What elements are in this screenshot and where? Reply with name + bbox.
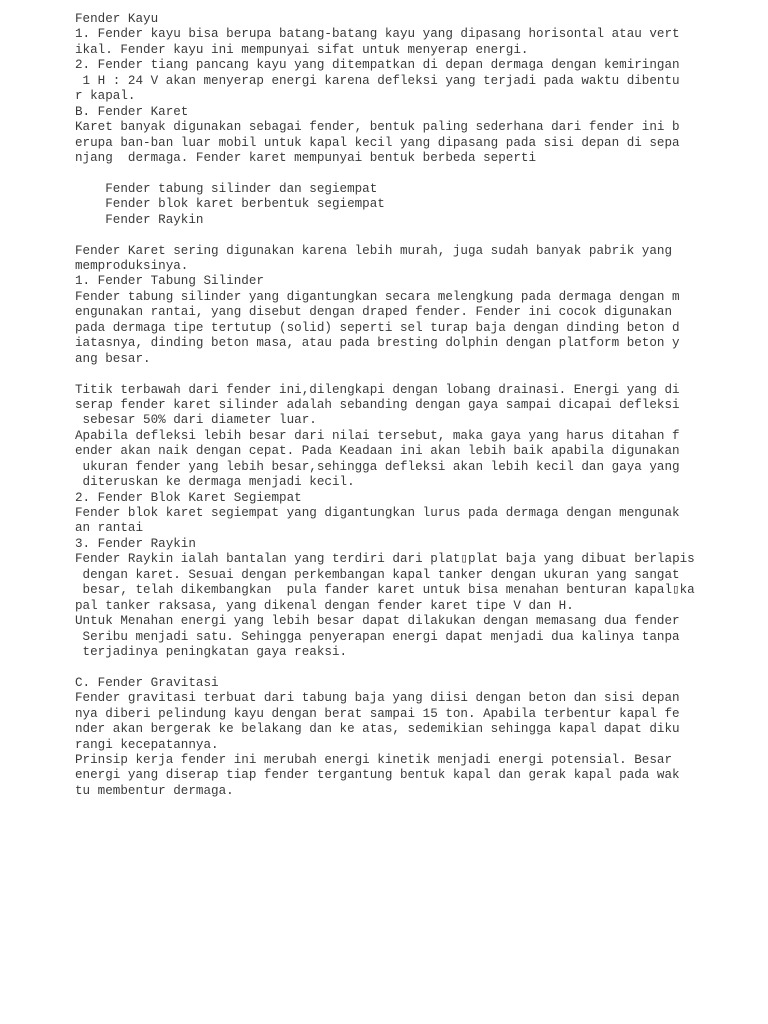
text-line: Fender tabung silinder dan segiempat [75,181,378,196]
text-line: besar, telah dikembangkan pula fander karet untuk bisa menahan benturan kapal▯ka [75,583,695,598]
text-line: 1. Fender kayu bisa berupa batang-batang kayu yang dipasang horisontal atau vert [75,27,680,42]
text-line: 2. Fender Blok Karet Segiempat [75,490,302,505]
text-line: pal tanker raksasa, yang dikenal dengan fender karet tipe V dan H. [75,598,574,613]
text-line: memproduksinya. [75,259,189,273]
text-line: rangi kecepatannya. [75,737,219,752]
text-line: Seribu menjadi satu. Sehingga penyerapan energi dapat menjadi dua kalinya tanpa [75,629,680,644]
text-line: energi yang diserap tiap fender tergantung bentuk kapal dan gerak kapal pada wak [75,768,680,783]
text-line: serap fender karet silinder adalah sebanding dengan gaya sampai dicapai defleksi [75,397,680,412]
text-line: diteruskan ke dermaga menjadi kecil. [75,475,355,490]
text-line: nya diberi pelindung kayu dengan berat sampai 15 ton. Apabila terbentur kapal fe [75,706,680,721]
text-line: njang dermaga. Fender karet mempunyai bentuk berbeda seperti [75,150,537,165]
text-line: B. Fender Karet [75,104,189,119]
text-line: 3. Fender Raykin [75,536,196,551]
text-line: Untuk Menahan energi yang lebih besar dapat dilakukan dengan memasang dua fender [75,614,680,629]
text-line: erupa ban-ban luar mobil untuk kapal kecil yang dipasang pada sisi depan di sepa [75,135,680,150]
text-line: nder akan bergerak ke belakang dan ke atas, sedemikian sehingga kapal dapat diku [75,722,680,737]
text-line [75,228,755,243]
text-line: an rantai [75,521,144,536]
text-line [75,367,755,382]
text-line [75,166,755,181]
text-line: pada dermaga tipe tertutup (solid) seperti sel turap baja dengan dinding beton d [75,320,680,335]
text-line: ukuran fender yang lebih besar,sehingga defleksi akan lebih kecil dan gaya yang [75,459,680,474]
text-line: Karet banyak digunakan sebagai fender, bentuk paling sederhana dari fender ini b [75,120,680,135]
text-line: Fender blok karet berbentuk segiempat [75,197,385,212]
text-line: C. Fender Gravitasi [75,675,219,690]
text-line: Fender Raykin [75,212,204,227]
text-line: Fender gravitasi terbuat dari tabung baja yang diisi dengan beton dan sisi depan [75,691,680,706]
text-line: ikal. Fender kayu ini mempunyai sifat untuk menyerap energi. [75,42,529,57]
text-line: Fender blok karet segiempat yang digantungkan lurus pada dermaga dengan mengunak [75,506,680,520]
text-line: sebesar 50% dari diameter luar. [75,413,317,428]
text-line: r kapal. [75,89,136,104]
text-line: ang besar. [75,351,151,366]
text-line: 2. Fender tiang pancang kayu yang ditempatkan di depan dermaga dengan kemiringan [75,58,680,73]
text-line: terjadinya peningkatan gaya reaksi. [75,644,348,659]
text-line: Fender Raykin ialah bantalan yang terdiri dari plat▯plat baja yang dibuat berlapis [75,552,695,567]
text-line: Fender tabung silinder yang digantungkan secara melengkung pada dermaga dengan m [75,289,680,304]
text-line: Titik terbawah dari fender ini,dilengkapi dengan lobang drainasi. Energi yang di [75,382,680,397]
text-line: engunakan rantai, yang disebut dengan draped fender. Fender ini cocok digunakan [75,305,673,320]
text-line: ender akan naik dengan cepat. Pada Keadaan ini akan lebih baik apabila digunakan [75,444,680,459]
document-body [75,12,755,799]
text-line: Apabila defleksi lebih besar dari nilai tersebut, maka gaya yang harus ditahan f [75,428,680,443]
text-line: Fender Kayu [75,12,159,26]
text-line: iatasnya, dinding beton masa, atau pada bresting dolphin dengan platform beton y [75,336,680,351]
text-line: dengan karet. Sesuai dengan perkembangan kapal tanker dengan ukuran yang sangat [75,567,680,582]
text-line: 1 H : 24 V akan menyerap energi karena defleksi yang terjadi pada waktu dibentu [75,73,680,88]
text-line: 1. Fender Tabung Silinder [75,274,264,289]
text-line: Prinsip kerja fender ini merubah energi kinetik menjadi energi potensial. Besar [75,753,673,767]
text-line: Fender Karet sering digunakan karena lebih murah, juga sudah banyak pabrik yang [75,243,673,258]
text-line [75,660,755,675]
text-line: tu membentur dermaga. [75,783,234,798]
